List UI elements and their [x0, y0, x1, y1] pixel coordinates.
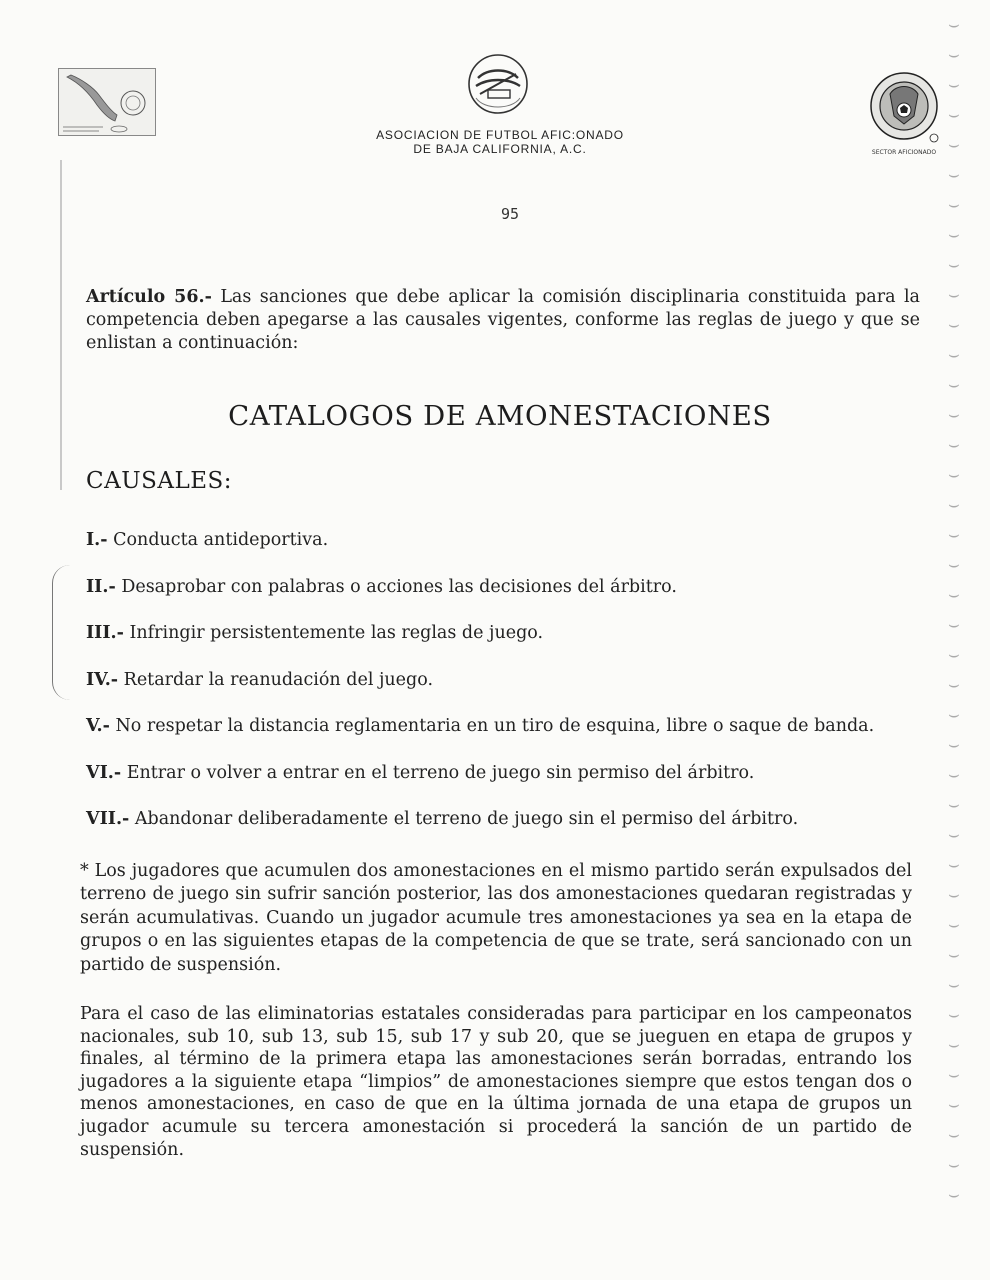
item-number: IV.-	[86, 669, 119, 690]
baja-california-map-logo	[58, 68, 156, 136]
item-number: I.-	[86, 530, 108, 550]
article-56-paragraph	[86, 286, 920, 355]
list-item	[86, 761, 916, 808]
item-number: II.-	[86, 576, 116, 597]
fmf-shield-logo	[866, 66, 942, 158]
right-logo-caption: SECTOR AFICIONADO	[871, 149, 937, 156]
list-item	[86, 807, 916, 854]
organization-line-2: DE BAJA CALIFORNIA, A.C.	[413, 142, 587, 156]
list-item	[86, 714, 916, 761]
article-text: Las sanciones que debe aplicar la comisión disciplinaria constituida para la competencia deben apegarse a las causales vigentes, conforme las reglas de juego y que se enlistan a continuación:	[86, 287, 920, 353]
binding-mark	[60, 160, 62, 490]
list-item	[86, 528, 916, 575]
catalog-title: CATALOGOS DE AMONESTACIONES	[228, 400, 772, 432]
item-number: V.-	[86, 716, 110, 736]
item-number: III.-	[86, 623, 124, 643]
margin-bracket-mark	[52, 565, 71, 700]
list-item	[86, 575, 916, 622]
list-item	[86, 621, 916, 668]
item-text: Desaprobar con palabras o acciones las decisiones del árbitro.	[121, 576, 677, 597]
article-lead: Artículo 56.-	[86, 287, 212, 307]
accumulation-note: * Los jugadores que acumulen dos amonestaciones en el mismo partido serán expulsados del terreno de juego sin sufrir sanción posterior, las dos amonestaciones quedaran registradas y serán acumulativas. Cuando un jugador acumule tres amonestaciones ya sea en la etapa de grupos o en las siguientes etapas de la competencia de que se trate, será sancionado con un partido de suspensión.	[80, 861, 912, 975]
item-text: Conducta antideportiva.	[113, 530, 329, 550]
hole-punch-marks: ⌣ ⌣ ⌣ ⌣ ⌣ ⌣ ⌣ ⌣ ⌣ ⌣ ⌣ ⌣ ⌣ ⌣ ⌣ ⌣ ⌣ ⌣ ⌣ ⌣ ⌣ ⌣ ⌣ ⌣ ⌣ ⌣ ⌣ ⌣ ⌣ ⌣ ⌣ ⌣ ⌣ ⌣ ⌣ ⌣ ⌣ ⌣ ⌣ ⌣	[948, 14, 960, 1205]
page-number: 95	[500, 205, 520, 223]
item-text: Entrar o volver a entrar en el terreno de juego sin permiso del árbitro.	[126, 762, 755, 783]
item-text: Retardar la reanudación del juego.	[123, 669, 434, 690]
causales-list	[86, 528, 916, 854]
item-number: VII.-	[86, 809, 130, 829]
fmf-emblem-logo	[466, 52, 530, 116]
organization-name	[320, 128, 680, 156]
item-number: VI.-	[86, 762, 122, 783]
item-text: No respetar la distancia reglamentaria en un tiro de esquina, libre o saque de banda.	[115, 716, 875, 736]
item-text: Infringir persistentemente las reglas de juego.	[129, 623, 544, 643]
causales-heading: CAUSALES:	[86, 468, 233, 494]
item-text: Abandonar deliberadamente el terreno de juego sin el permiso del árbitro.	[134, 809, 799, 829]
list-item	[86, 668, 916, 715]
organization-line-1: ASOCIACION DE FUTBOL AFIC:ONADO	[376, 128, 624, 142]
eliminatorias-paragraph: Para el caso de las eliminatorias estatales consideradas para participar en los campeonatos nacionales, sub 10, sub 13, sub 15, sub 17 y sub 20, que se jueguen en etapa de grupos y finales, al término de la primera etapa las amonestaciones serán borradas, entrando los jugadores a la siguiente etapa “limpios” de amonestaciones siempre que estos tengan dos o menos amonestaciones, en caso de que en la última jornada de una etapa de grupos un jugador acumule su tercera amonestación si procederá la sanción de un partido de suspensión.	[80, 1004, 912, 1160]
